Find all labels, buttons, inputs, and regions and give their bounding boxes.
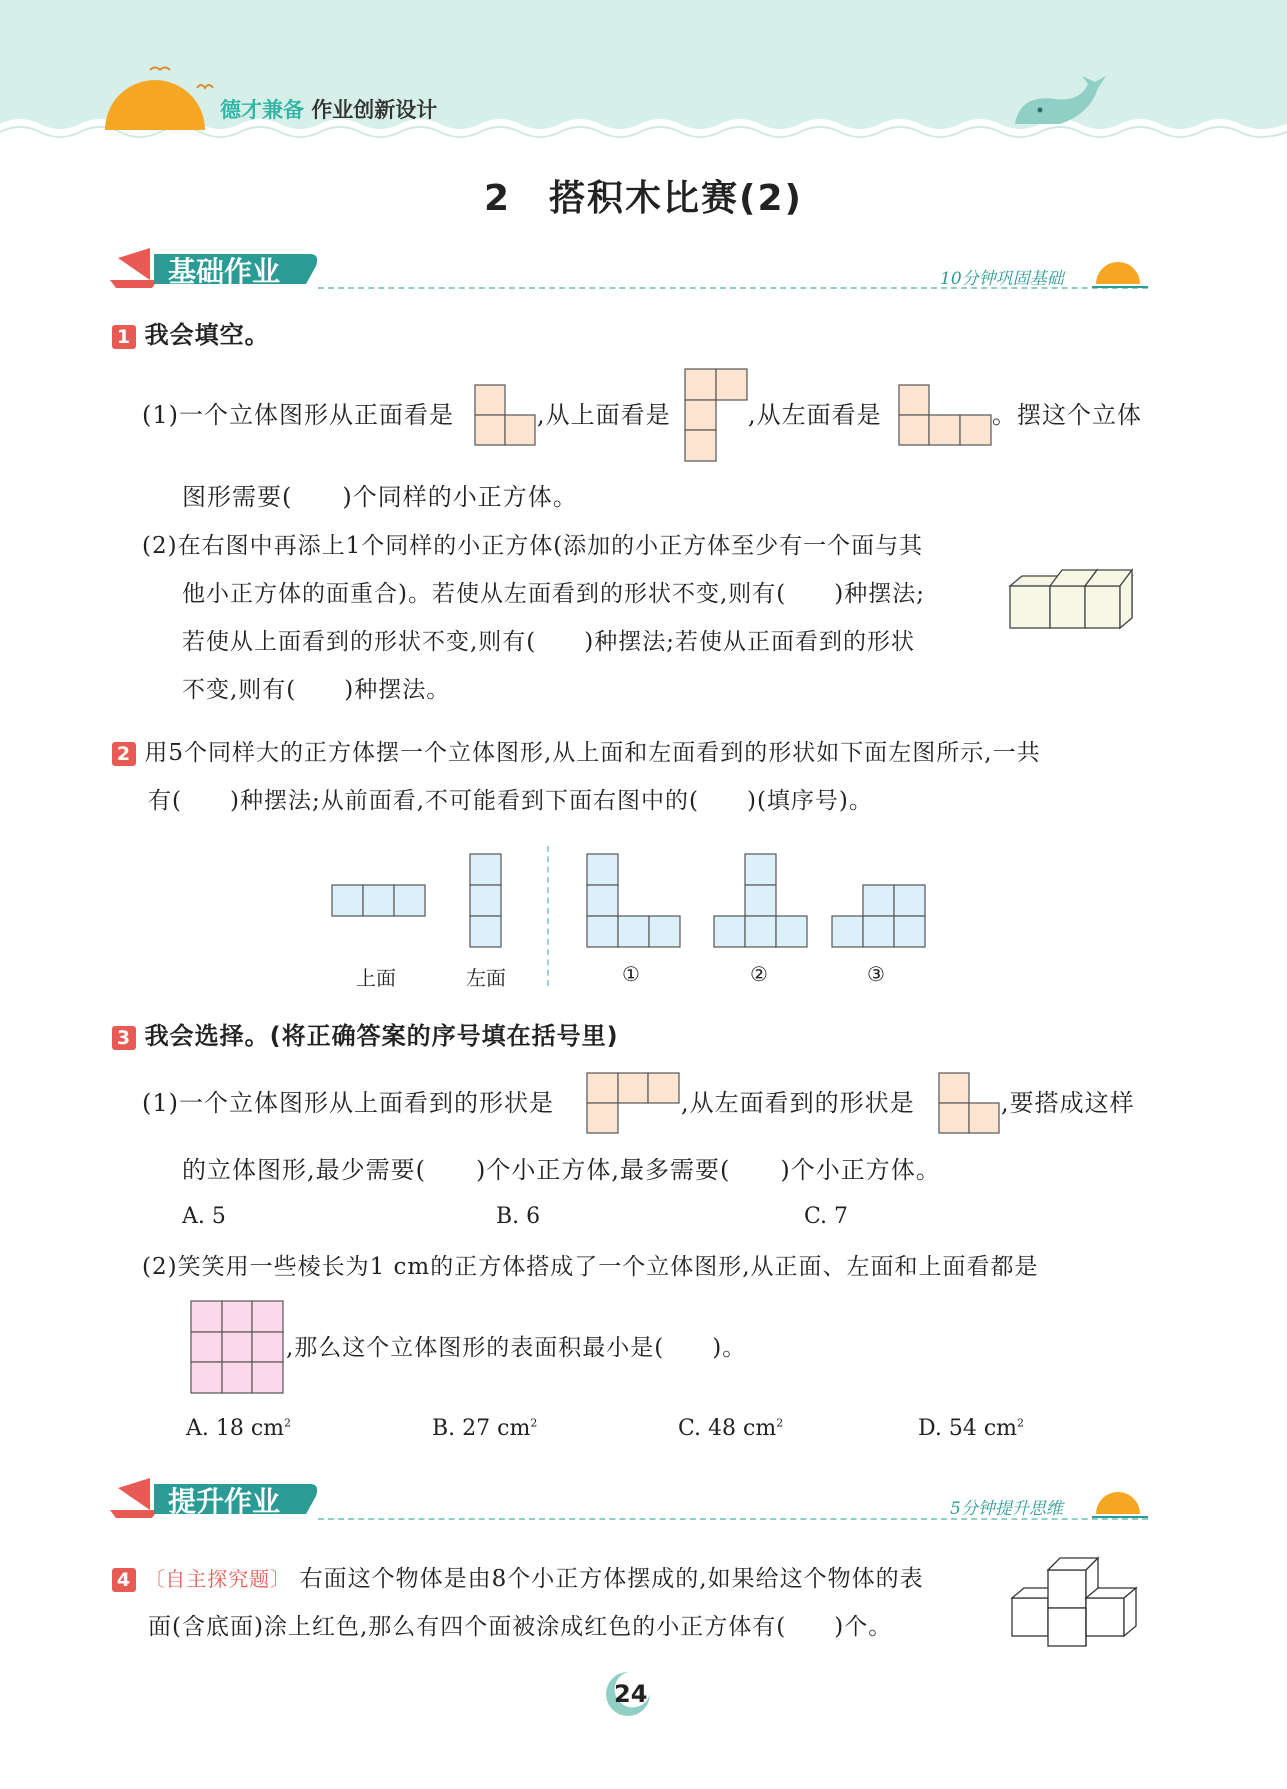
q1-number: 1 (112, 325, 136, 349)
q2-caption-top: 上面 (356, 966, 396, 990)
q3-choice2-d: D. 54 $cm^2$ (918, 1416, 1025, 1441)
q4-number: 4 (112, 1568, 136, 1592)
q3-number: 3 (112, 1026, 136, 1050)
page-title: 2 搭积木比赛(2) (483, 178, 803, 219)
section-tag-basic: 10分钟巩固基础 (940, 269, 1064, 289)
q3-p1-d: 的立体图形,最少需要( )个小正方体,最多需要( )个小正方体。 (182, 1156, 941, 1184)
q3-choice-a: A. 5 (182, 1204, 226, 1229)
q2-option-2: ② (750, 962, 768, 986)
q4-line2: 面(含底面)涂上红色,那么有四个面被涂成红色的小正方体有( )个。 (148, 1614, 893, 1640)
sunset-icon (1092, 1486, 1148, 1522)
q4-line1: 右面这个物体是由8个小正方体摆成的,如果给这个物体的表 (299, 1566, 924, 1592)
header-brand: 德才兼备 (220, 98, 304, 122)
q2-separator (547, 846, 549, 986)
q2-number: 2 (112, 742, 136, 766)
q3-choice2-b: B. 27 $cm^2$ (432, 1416, 538, 1441)
section-title-advanced: 提升作业 (168, 1485, 281, 1518)
q2-figures (330, 850, 950, 952)
header-series: 作业创新设计 (311, 98, 438, 122)
q2-caption-left: 左面 (466, 966, 506, 990)
q1-p1-a: (1)一个立体图形从正面看是 (142, 401, 454, 429)
q3-heading (112, 1021, 619, 1051)
q3-title: 我会选择。(将正确答案的序号填在括号里) (144, 1022, 619, 1050)
q3-choice2-a: A. 18 $cm^2$ (186, 1416, 292, 1441)
q1-cube-stack-figure (1008, 568, 1138, 632)
sun-icon (100, 60, 210, 130)
q2-line1: 用5个同样大的正方体摆一个立体图形,从上面和左面看到的形状如下面左图所示,一共 (144, 740, 1041, 766)
q3-p1-b: ,从左面看到的形状是 (681, 1089, 915, 1117)
header-brand-line (220, 94, 437, 124)
bird-icon (195, 80, 215, 92)
q3-p1-a: (1)一个立体图形从上面看到的形状是 (142, 1089, 554, 1117)
q1-p2-d: 不变,则有( )种摆法。 (182, 677, 451, 703)
q3-square-grid-figure (190, 1300, 284, 1394)
q1-top-view-figure (684, 368, 748, 462)
q1-p2-a: (2)在右图中再添上1个同样的小正方体(添加的小正方体至少有一个面与其 (142, 533, 924, 559)
q2-option-3: ③ (867, 962, 885, 986)
q3-choice-b: B. 6 (496, 1204, 541, 1229)
q3-p2-b: ,那么这个立体图形的表面积最小是( )。 (286, 1335, 747, 1361)
q3-choice-c: C. 7 (804, 1204, 849, 1229)
q3-choice2-c: C. 48 $cm^2$ (678, 1416, 784, 1441)
q3-left-view-figure (938, 1072, 1000, 1134)
q1-p1-c: ,从左面看是 (748, 401, 882, 429)
q1-p1-d: 。摆这个立体 (992, 401, 1142, 429)
q1-heading (112, 320, 270, 350)
q1-p2-b: 他小正方体的面重合)。若使从左面看到的形状不变,则有( )种摆法; (182, 581, 925, 607)
q1-p1-e: 图形需要( )个同样的小正方体。 (182, 483, 578, 511)
q1-front-view-figure (474, 384, 536, 446)
section-title-basic: 基础作业 (168, 255, 281, 288)
q2-line1-wrap (112, 738, 1041, 768)
q1-left-view-figure (898, 384, 992, 446)
q4-cube-object-figure (1010, 1556, 1150, 1652)
q1-p2-c: 若使从上面看到的形状不变,则有( )种摆法;若使从正面看到的形状 (182, 629, 916, 655)
q1-p1-b: ,从上面看是 (537, 401, 671, 429)
q3-p1-c: ,要搭成这样 (1001, 1089, 1135, 1117)
page-number: 24 (614, 1680, 648, 1708)
sunset-icon (1092, 256, 1148, 292)
whale-icon (1010, 74, 1110, 134)
q2-line2: 有( )种摆法;从前面看,不可能看到下面右图中的( )(填序号)。 (148, 788, 873, 814)
q3-top-view-figure (586, 1072, 680, 1134)
q1-title: 我会填空。 (144, 321, 270, 349)
q4-line1-wrap (112, 1564, 924, 1594)
section-tag-advanced: 5分钟提升思维 (950, 1499, 1063, 1519)
q2-option-1: ① (622, 962, 640, 986)
q4-tag: 〔自主探究题〕 (144, 1567, 292, 1591)
q3-p2-a: (2)笑笑用一些棱长为1 cm的正方体搭成了一个立体图形,从正面、左面和上面看都是 (142, 1254, 1039, 1280)
